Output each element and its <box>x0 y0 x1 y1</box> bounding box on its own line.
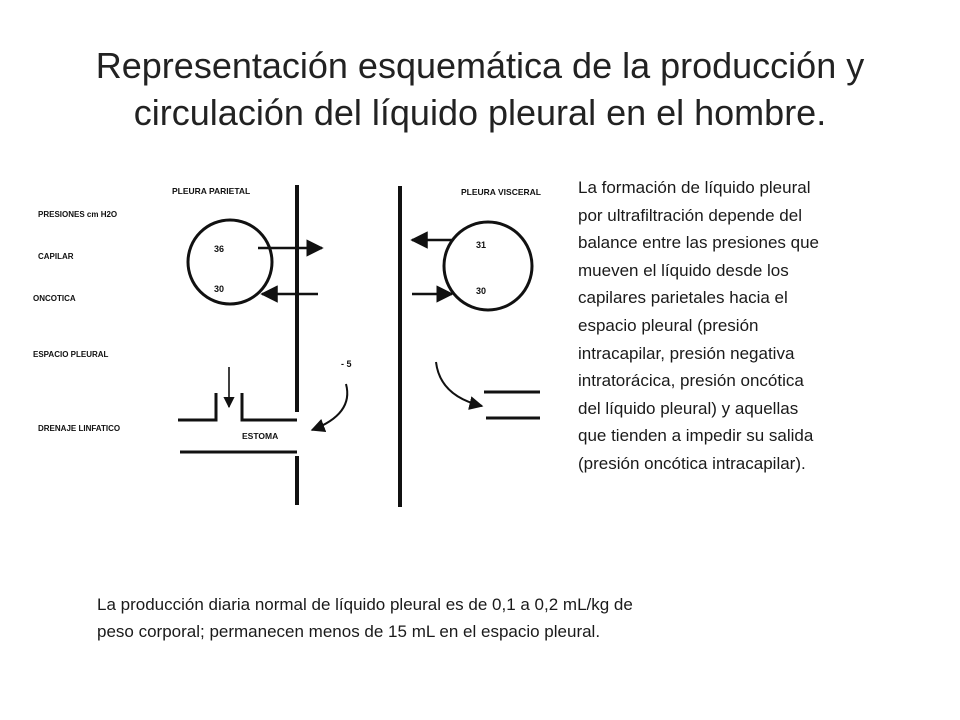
side-text-line: mueven el líquido desde los <box>578 260 789 280</box>
title-line-2: circulación del líquido pleural en el hombre. <box>133 92 827 133</box>
side-text-line: intracapilar, presión negativa <box>578 343 795 363</box>
stoma-channel-right <box>242 393 297 420</box>
label-pleura-parietal: PLEURA PARIETAL <box>172 186 251 196</box>
label-capilar: CAPILAR <box>38 252 74 261</box>
bottom-text-line: peso corporal; permanecen menos de 15 mL en el espacio pleural. <box>97 622 601 641</box>
side-text-line: La formación de líquido pleural <box>578 178 811 197</box>
parietal-capillary-circle <box>188 220 272 304</box>
side-text-line: balance entre las presiones que <box>578 233 819 253</box>
side-text-line: capilares parietales hacia el <box>578 288 788 308</box>
visceral-capillary-circle <box>444 222 532 310</box>
side-text-line: por ultrafiltración depende del <box>578 205 802 225</box>
side-text-line: que tienden a impedir su salida <box>578 426 814 446</box>
label-oncotica: ONCOTICA <box>33 294 76 303</box>
label-drenaje-linfatico: DRENAJE LINFATICO <box>38 424 121 433</box>
value-visceral-oncotica: 30 <box>476 286 487 296</box>
label-estoma: ESTOMA <box>242 431 279 441</box>
value-parietal-capilar: 36 <box>214 244 225 254</box>
value-espacio-pleural: - 5 <box>341 359 352 369</box>
label-pleura-visceral: PLEURA VISCERAL <box>461 187 541 197</box>
label-espacio-pleural: ESPACIO PLEURAL <box>33 350 109 359</box>
title-line-1: Representación esquemática de la producción y <box>95 45 865 86</box>
label-presiones: PRESIONES cm H2O <box>38 210 118 219</box>
stoma-channel-left <box>178 393 216 420</box>
value-parietal-oncotica: 30 <box>214 284 225 294</box>
side-text-line: intratorácica, presión oncótica <box>578 371 804 391</box>
side-text-line: del líquido pleural) y aquellas <box>578 398 799 418</box>
visceral-curve-arrow <box>436 362 482 406</box>
side-explanation-text <box>578 174 908 478</box>
drainage-curve-arrow <box>312 384 347 430</box>
side-text-line: espacio pleural (presión <box>578 315 759 335</box>
bottom-text-line: La producción diaria normal de líquido pleural es de 0,1 a 0,2 mL/kg de <box>97 595 633 614</box>
bottom-note-text <box>97 591 857 645</box>
side-text-line: (presión oncótica intracapilar). <box>578 453 806 473</box>
value-visceral-capilar: 31 <box>476 240 487 250</box>
